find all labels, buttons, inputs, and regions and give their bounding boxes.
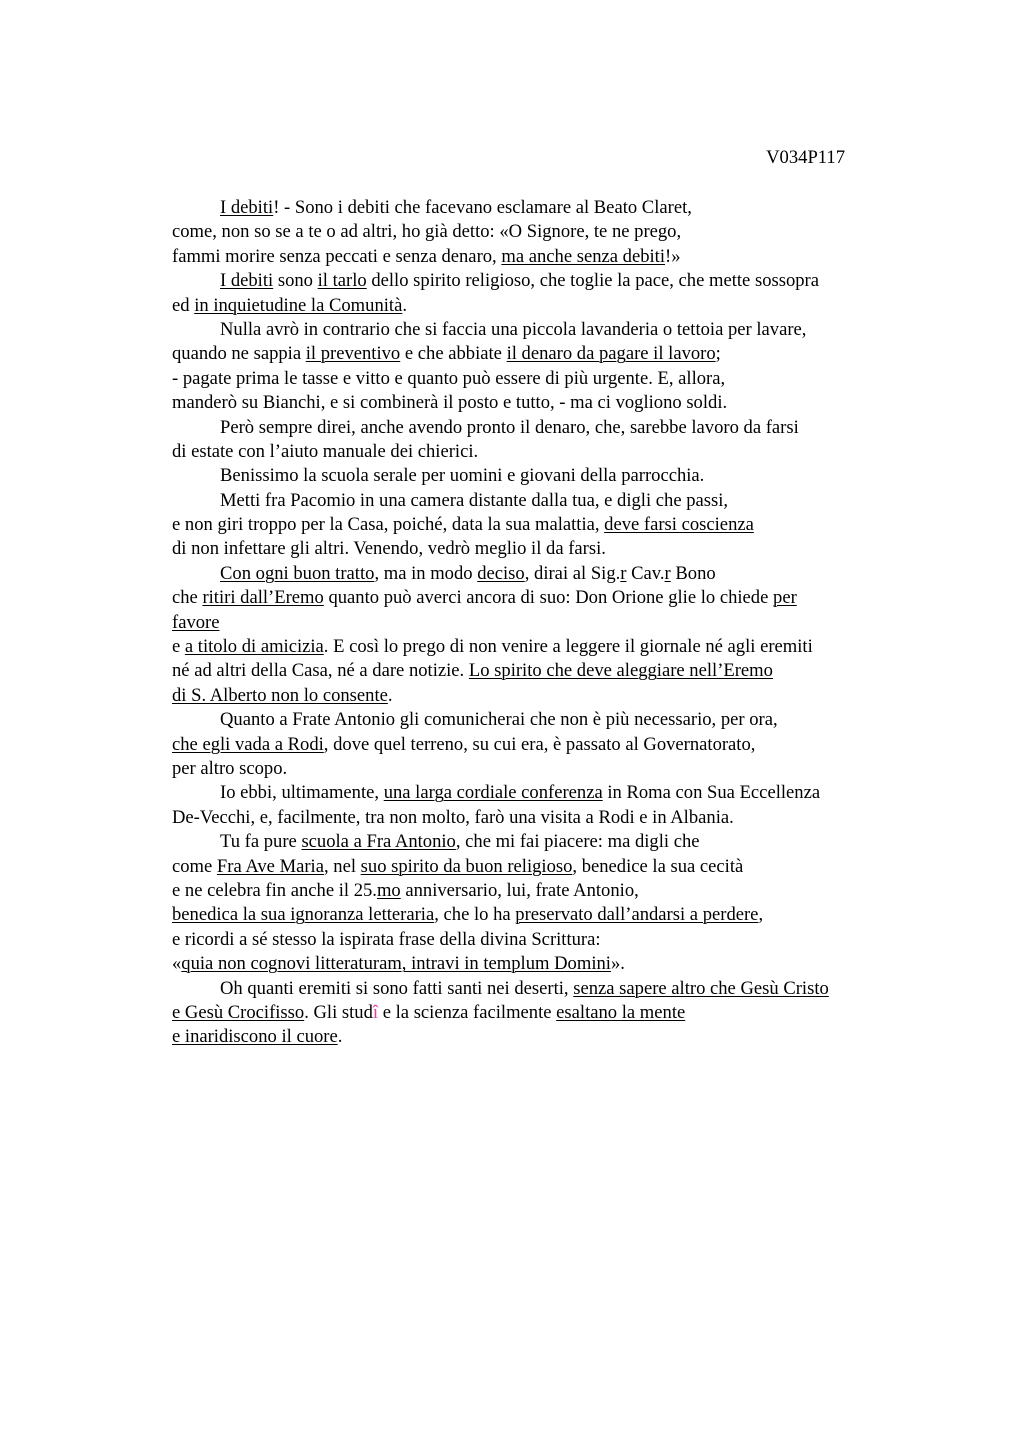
text-line	[172, 489, 932, 513]
underlined-text: favore	[172, 611, 220, 633]
text-run: e che abbiate	[400, 343, 507, 365]
underlined-text: deciso	[477, 562, 525, 584]
underlined-text: a titolo di amicizia	[184, 636, 324, 658]
text-run: , che mi fai piacere: ma digli che	[455, 831, 700, 853]
text-run: di estate con l’aiuto manuale dei chierici.	[172, 440, 479, 462]
text-line	[172, 342, 932, 366]
text-run: Nulla avrò in contrario che si faccia una piccola lavanderia o tettoia per lavare,	[220, 318, 807, 340]
text-run: Quanto a Frate Antonio gli comunicherai che non è più necessario, per ora,	[220, 709, 778, 731]
text-line	[172, 903, 932, 927]
text-line	[172, 806, 932, 830]
text-run: , nel	[323, 855, 361, 877]
underlined-text: ma anche senza debiti	[501, 245, 666, 267]
text-run: , ma in modo	[374, 562, 478, 584]
text-line	[172, 562, 932, 586]
underlined-text: senza sapere altro che Gesù Cristo	[573, 977, 829, 999]
underlined-text: per	[773, 587, 797, 609]
text-run: , dirai al Sig.	[524, 562, 621, 584]
text-line	[172, 464, 932, 488]
text-line	[172, 830, 932, 854]
text-line	[172, 1001, 932, 1025]
text-run: e la scienza facilmente	[378, 1001, 557, 1023]
text-run: .	[402, 294, 407, 316]
text-run: e non giri troppo per la Casa, poiché, data la sua malattia,	[172, 514, 605, 536]
text-run: Cav.	[626, 562, 665, 584]
highlighted-char: î	[372, 1001, 379, 1023]
text-line	[172, 757, 932, 781]
letter-body	[172, 196, 932, 1050]
text-run: per altro scopo.	[172, 757, 288, 779]
text-run: e ricordi a sé stesso la ispirata frase della divina Scrittura:	[172, 928, 601, 950]
text-line	[172, 367, 932, 391]
text-run: come	[172, 855, 217, 877]
text-line	[172, 513, 932, 537]
text-run: .	[387, 684, 393, 706]
underlined-text: Fra Ave Maria	[216, 855, 324, 877]
text-line	[172, 586, 932, 610]
text-run: , che lo ha	[434, 904, 516, 926]
text-run: , benedice la sua cecità	[572, 855, 744, 877]
text-run: fammi morire senza peccati e senza denaro,	[172, 245, 502, 267]
text-line	[172, 659, 932, 683]
underlined-text: quia non cognovi litteraturam, intravi in templum Domini	[181, 953, 611, 975]
text-run: Tu fa pure	[220, 831, 302, 853]
text-run: ;	[715, 343, 721, 365]
underlined-text: e inaridiscono il cuore	[172, 1026, 338, 1048]
text-line	[172, 708, 932, 732]
text-run: De-Vecchi, e, facilmente, tra non molto, farò una visita a Rodi e in Albania.	[172, 806, 734, 828]
text-run: ! - Sono i debiti che facevano esclamare al Beato Claret,	[273, 197, 692, 218]
text-run: Però sempre direi, anche avendo pronto il denaro, che, sarebbe lavoro da farsi	[220, 416, 799, 438]
text-line	[172, 733, 932, 757]
underlined-text: una larga cordiale conferenza	[383, 782, 603, 804]
text-run: quanto può averci ancora di suo: Don Orione glie lo chiede	[323, 587, 774, 609]
text-line	[172, 440, 932, 464]
underlined-text: I debiti	[220, 270, 274, 292]
text-run: Io ebbi, ultimamente,	[220, 782, 384, 804]
text-line	[172, 635, 932, 659]
underlined-text: scuola a Fra Antonio	[301, 831, 456, 853]
text-run: che	[172, 587, 203, 609]
text-run: quando ne sappia	[172, 343, 306, 365]
underlined-text: che egli vada a Rodi	[172, 733, 324, 755]
underlined-text: deve farsi coscienza	[604, 514, 754, 536]
text-run: Bono	[670, 562, 716, 584]
text-line	[172, 318, 932, 342]
underlined-text: r	[664, 562, 671, 584]
text-line	[172, 977, 932, 1001]
text-line	[172, 294, 932, 318]
underlined-text: in inquietudine la Comunità	[194, 294, 403, 316]
text-line	[172, 1025, 932, 1049]
text-line	[172, 684, 932, 708]
underlined-text: mo	[376, 879, 401, 901]
text-run: manderò su Bianchi, e si combinerà il posto e tutto, - ma ci vogliono soldi.	[172, 392, 728, 414]
text-run: !»	[665, 245, 681, 267]
underlined-text: il preventivo	[305, 343, 401, 365]
text-line	[172, 196, 932, 220]
text-run: - pagate prima le tasse e vitto e quanto può essere di più urgente. E, allora,	[172, 367, 726, 389]
underlined-text: Con ogni buon tratto	[220, 562, 375, 584]
text-run: e	[172, 636, 185, 658]
text-run: ».	[610, 953, 625, 975]
text-line	[172, 537, 932, 561]
text-line	[172, 269, 932, 293]
text-run: in Roma con Sua Eccellenza	[602, 782, 821, 804]
underlined-text: benedica la sua ignoranza letteraria	[172, 904, 435, 926]
text-run: né ad altri della Casa, né a dare notizie.	[172, 660, 469, 682]
underlined-text: il denaro da pagare il lavoro	[506, 343, 716, 365]
text-run: Metti fra Pacomio in una camera distante dalla tua, e digli che passi,	[220, 489, 729, 511]
text-run: «	[172, 953, 182, 975]
text-run: di non infettare gli altri. Venendo, vedrò meglio il da farsi.	[172, 538, 606, 560]
text-line	[172, 245, 932, 269]
text-run: e ne celebra fin anche il 25.	[172, 879, 377, 901]
text-line	[172, 391, 932, 415]
underlined-text: Lo spirito che deve aleggiare nell’Eremo	[468, 660, 773, 682]
text-line	[172, 220, 932, 244]
underlined-text: suo spirito da buon religioso	[360, 855, 573, 877]
text-run: dello spirito religioso, che toglie la pace, che mette sossopra	[366, 270, 820, 292]
text-run: come, non so se a te o ad altri, ho già detto: «O Signore, te ne prego,	[172, 221, 682, 243]
text-run: , dove quel terreno, su cui era, è passato al Governatorato,	[323, 733, 756, 755]
underlined-text: e Gesù Crocifisso	[172, 1001, 305, 1023]
underlined-text: preservato dall’andarsi a perdere	[515, 904, 759, 926]
text-line	[172, 781, 932, 805]
text-line	[172, 928, 932, 952]
text-run: ed	[172, 294, 195, 316]
page-identifier: V034P117	[766, 147, 845, 168]
text-run: anniversario, lui, frate Antonio,	[400, 879, 639, 901]
underlined-text: esaltano la mente	[556, 1001, 686, 1023]
text-run: Oh quanti eremiti si sono fatti santi nei deserti,	[220, 977, 574, 999]
text-line	[172, 416, 932, 440]
underlined-text: I debiti	[220, 197, 274, 218]
text-line	[172, 855, 932, 879]
underlined-text: r	[620, 562, 627, 584]
text-run: Benissimo la scuola serale per uomini e giovani della parrocchia.	[220, 465, 705, 487]
text-run: sono	[273, 270, 318, 292]
underlined-text: il tarlo	[317, 270, 367, 292]
text-line	[172, 879, 932, 903]
text-line	[172, 611, 932, 635]
underlined-text: ritiri dall’Eremo	[202, 587, 324, 609]
text-run: . E così lo prego di non venire a leggere il giornale né agli eremiti	[323, 636, 813, 658]
underlined-text: di S. Alberto non lo consente	[172, 684, 388, 706]
text-line	[172, 952, 932, 976]
text-run: .	[337, 1026, 343, 1048]
text-run: . Gli stud	[304, 1001, 373, 1023]
text-run: ,	[758, 904, 764, 926]
